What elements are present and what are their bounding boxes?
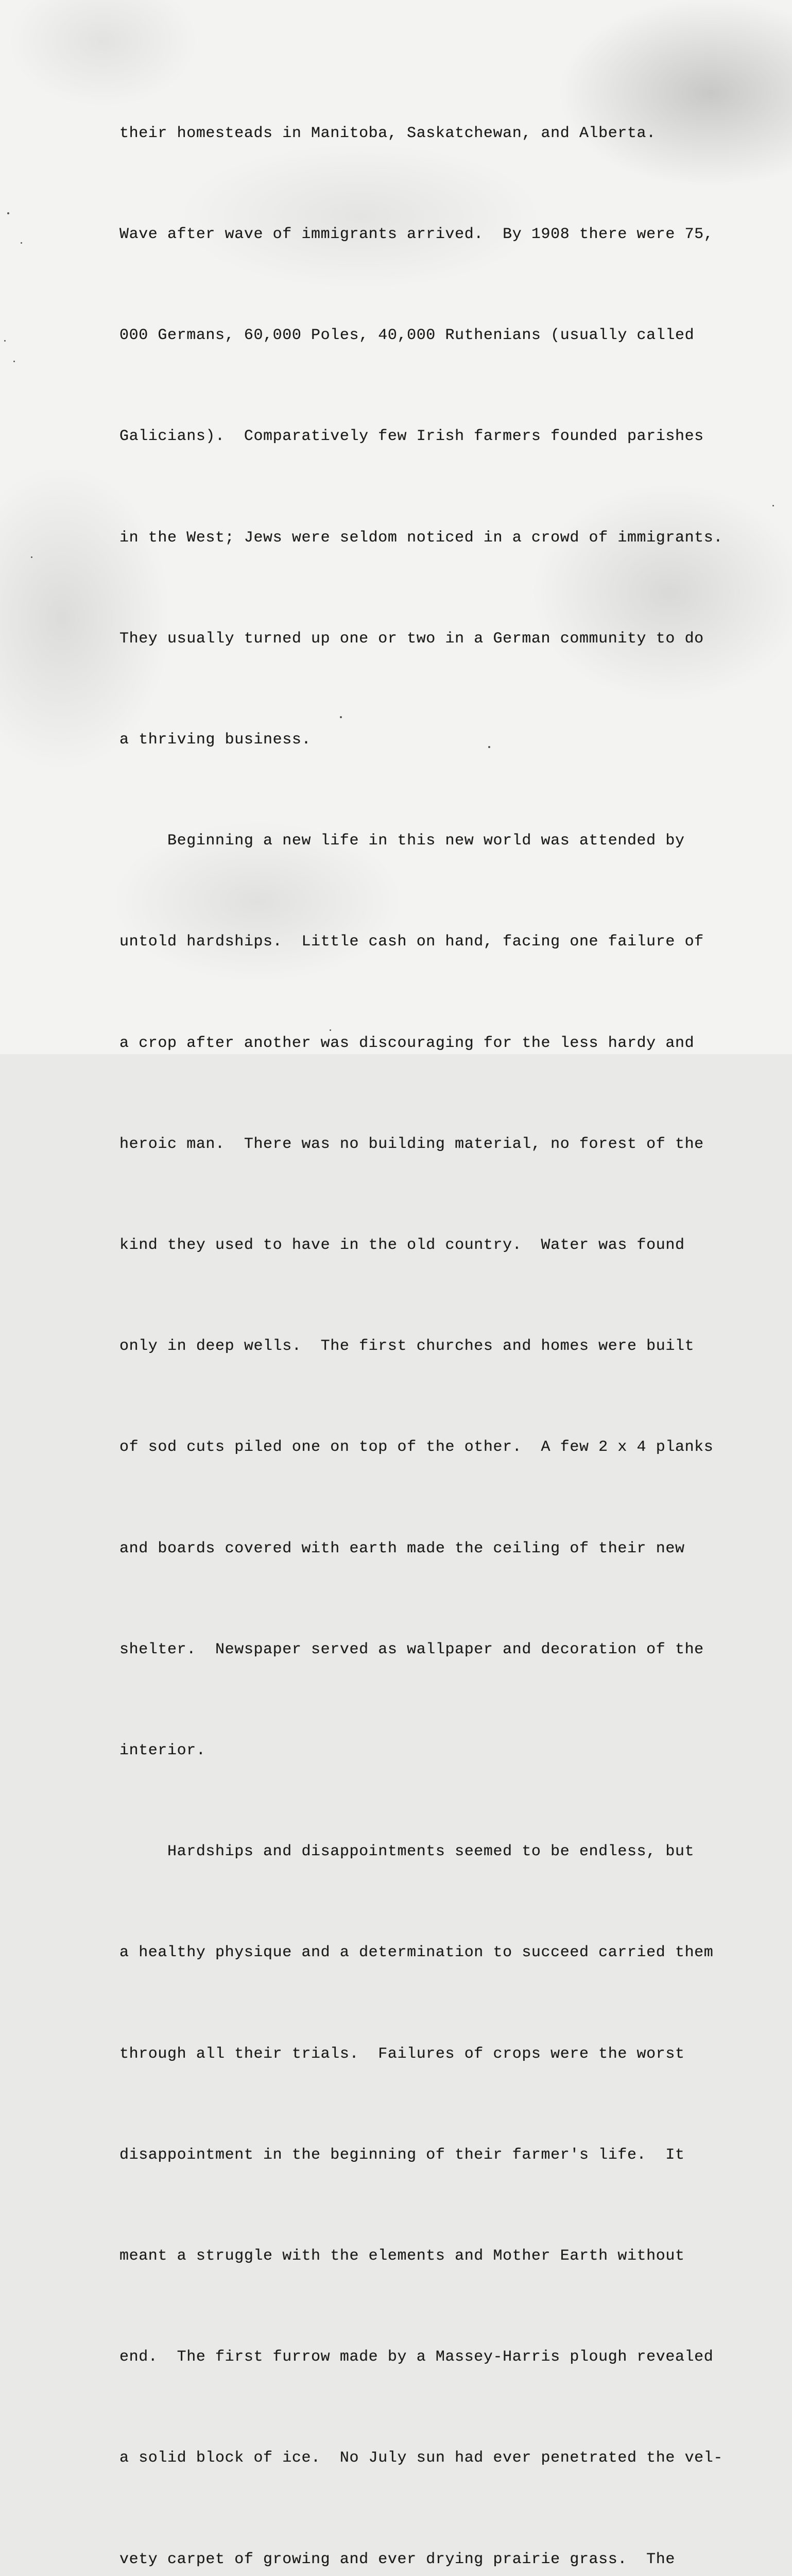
text-line: and boards covered with earth made the ceiling of their new (119, 1539, 685, 1557)
text-line: Beginning a new life in this new world was attended by (119, 832, 685, 850)
text-line: a crop after another was discouraging for the less hardy and (119, 1034, 695, 1052)
speckle (7, 212, 9, 214)
text-line: meant a struggle with the elements and Mother Earth without (119, 2247, 685, 2265)
text-line: vety carpet of growing and ever drying prairie grass. The (119, 2550, 675, 2568)
text-line: disappointment in the beginning of their farmer's life. It (119, 2146, 685, 2164)
text-line: in the West; Jews were seldom noticed in a crowd of immigrants. (119, 529, 723, 547)
text-line: Wave after wave of immigrants arrived. By 1908 there were 75, (119, 226, 714, 244)
text-line: Hardships and disappointments seemed to be endless, but (119, 1843, 695, 1861)
text-line: They usually turned up one or two in a German community to do (119, 630, 704, 648)
text-line: a healthy physique and a determination to succeed carried them (119, 1944, 714, 1962)
text-line: Galicians). Comparatively few Irish farmers founded parishes (119, 428, 704, 446)
text-line: interior. (119, 1742, 206, 1760)
text-line: a thriving business. (119, 731, 312, 749)
text-line: kind they used to have in the old country. Water was found (119, 1236, 685, 1255)
speckle (31, 556, 32, 558)
text-line: their homesteads in Manitoba, Saskatchewan, and Alberta. (119, 124, 656, 142)
speckle (772, 505, 774, 506)
text-line: through all their trials. Failures of crops were the worst (119, 2045, 685, 2063)
text-line: shelter. Newspaper served as wallpaper and decoration of the (119, 1640, 704, 1658)
speckle (21, 242, 22, 244)
text-line: a solid block of ice. No July sun had ever penetrated the vel- (119, 2449, 723, 2467)
text-line: 000 Germans, 60,000 Poles, 40,000 Ruthenians (usually called (119, 327, 695, 345)
text-line: heroic man. There was no building material, no forest of the (119, 1135, 704, 1153)
text-line: untold hardships. Little cash on hand, facing one failure of (119, 933, 704, 951)
text-line: of sod cuts piled one on top of the other. A few 2 x 4 planks (119, 1438, 714, 1456)
body-text (119, 49, 768, 2576)
text-line: end. The first furrow made by a Massey-Harris plough revealed (119, 2348, 714, 2366)
speckle (4, 340, 6, 342)
speckle (13, 361, 15, 362)
text-line: only in deep wells. The first churches and homes were built (119, 1337, 695, 1355)
